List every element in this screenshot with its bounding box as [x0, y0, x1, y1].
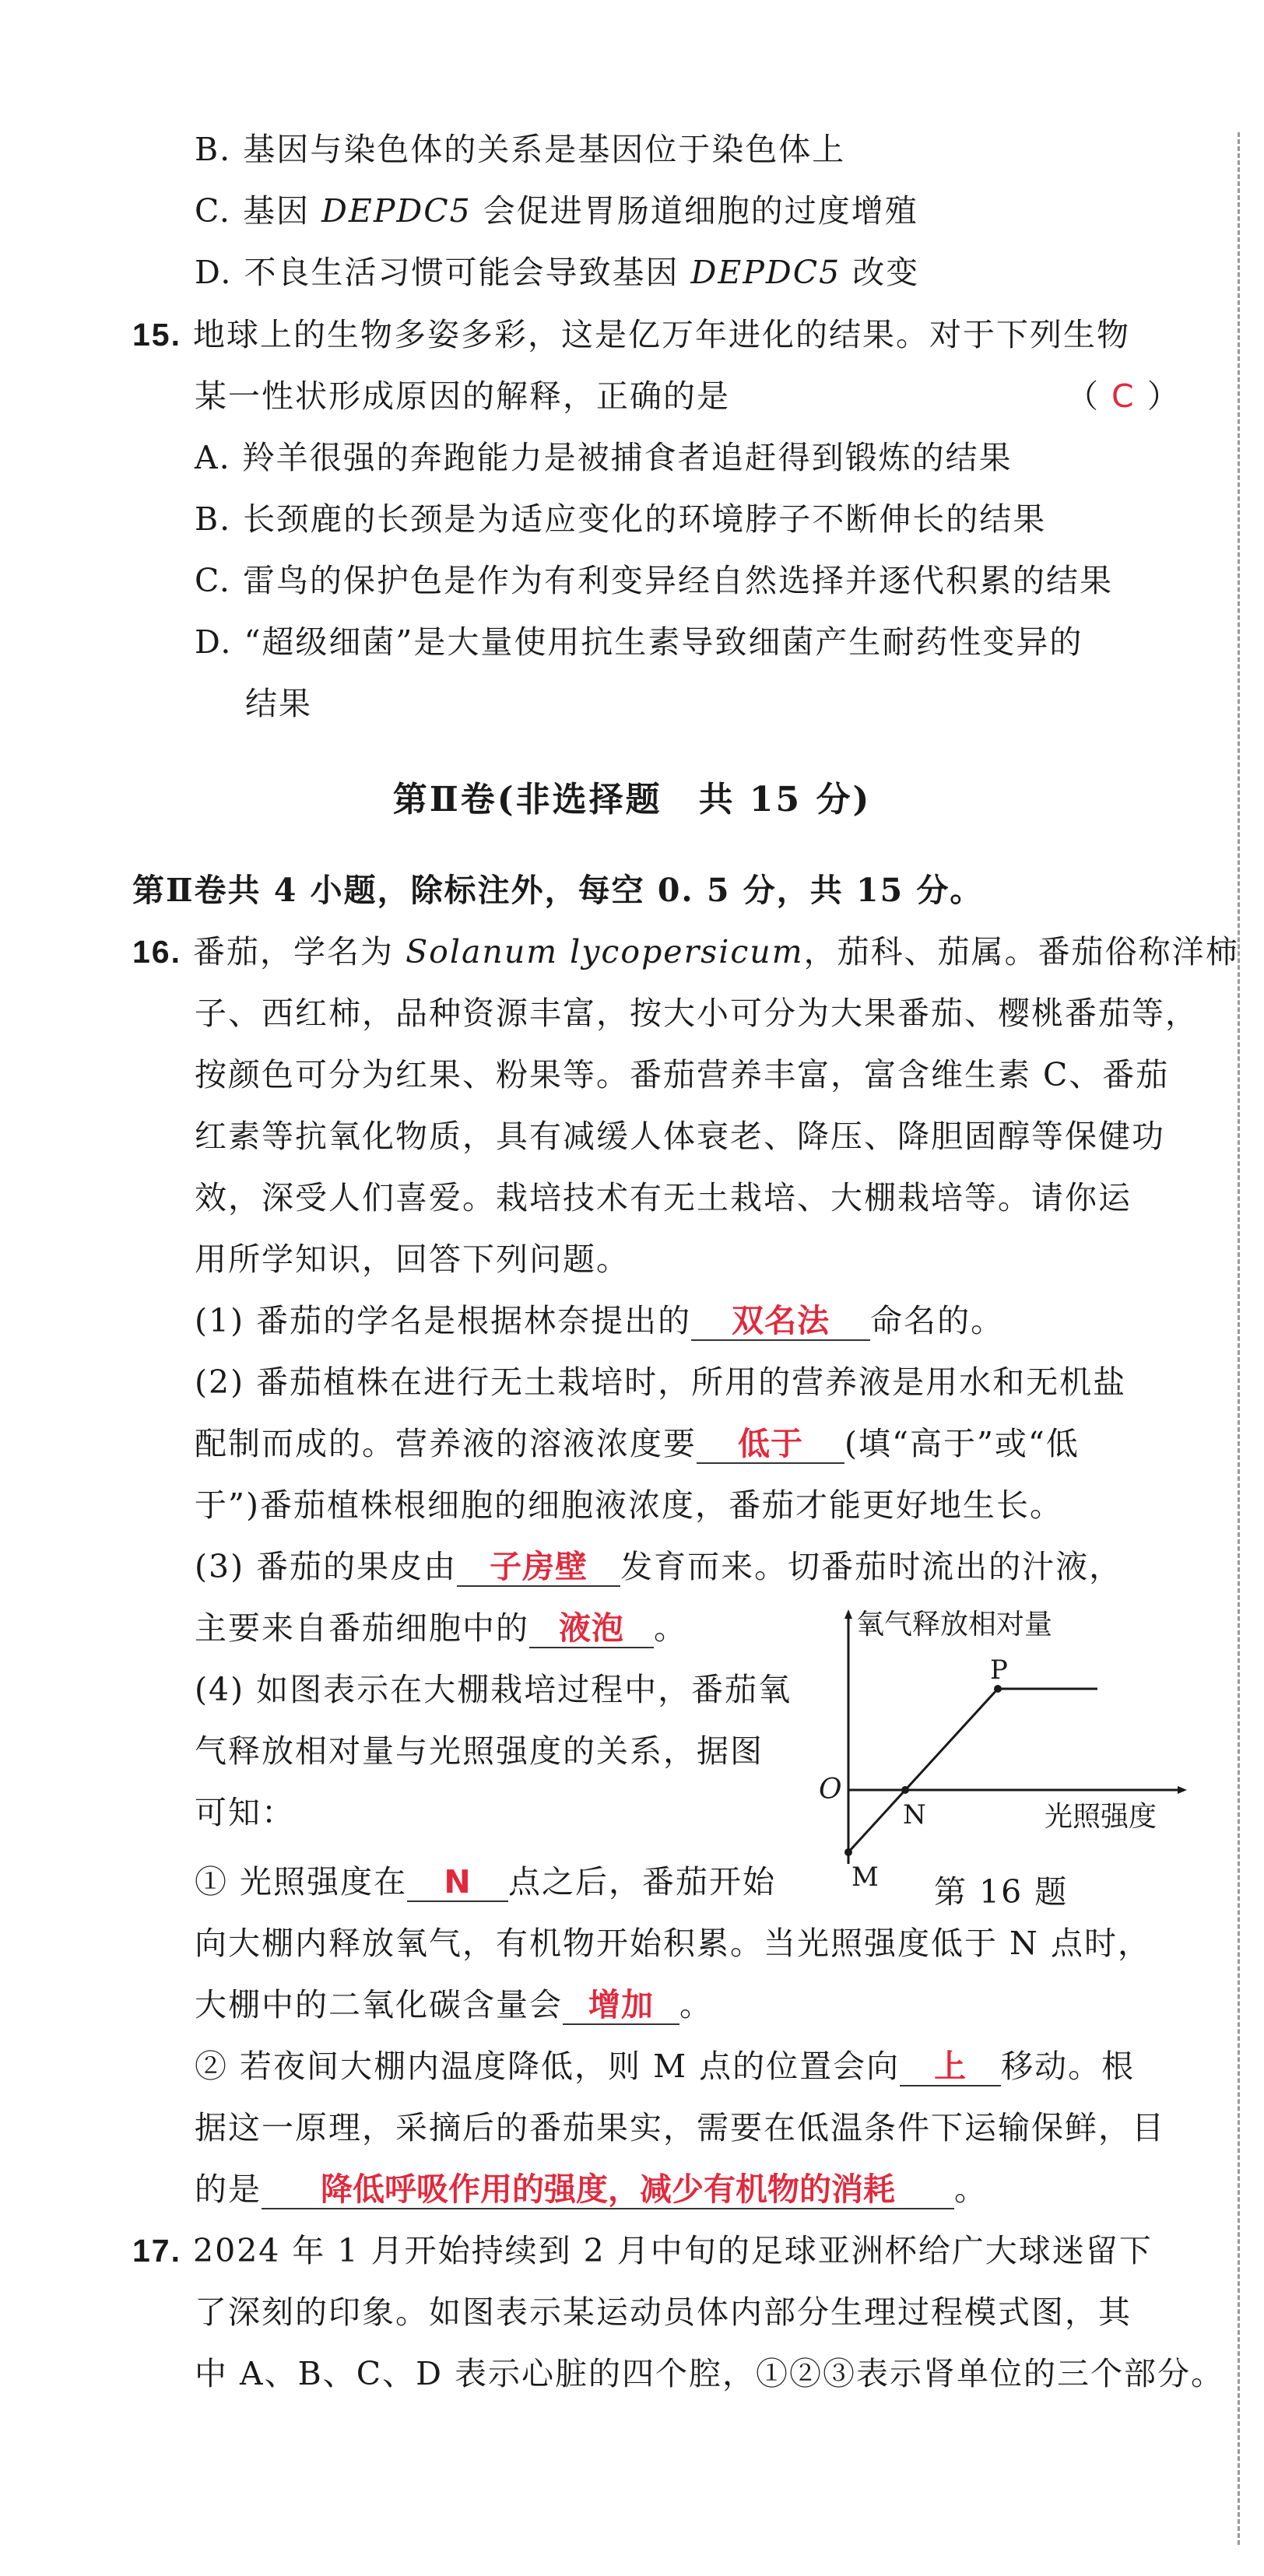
point-m-label: M — [851, 1862, 879, 1893]
q15-option-d-line1: D. “超级细菌”是大量使用抗生素导致细菌产生耐药性变异的 — [195, 623, 1083, 661]
q15-option-a: A. 羚羊很强的奔跑能力是被捕食者追赶得到锻炼的结果 — [195, 439, 1013, 476]
oxygen-light-graph — [817, 1599, 1230, 1895]
answer-blank-8: 降低呼吸作用的强度，减少有机物的消耗 — [262, 2171, 954, 2209]
q16-number: 16. — [132, 934, 181, 970]
margin-dashed-line — [1238, 132, 1240, 2545]
q15-option-c: C. 雷鸟的保护色是作为有利变异经自然选择并逐代积累的结果 — [195, 562, 1113, 599]
point-p-label: P — [990, 1655, 1008, 1686]
q16-c2-line3: 的是 降低呼吸作用的强度，减少有机物的消耗 。 — [195, 2171, 988, 2208]
answer-blank-4: 液泡 — [529, 1609, 654, 1648]
point-p-dot — [994, 1685, 1002, 1693]
q16-para-line5: 效，深受人们喜爱。栽培技术有无土栽培、大棚栽培等。请你运 — [195, 1179, 1132, 1216]
q16-para-line2: 子、西红柿，品种资源丰富，按大小可分为大果番茄、樱桃番茄等， — [195, 995, 1199, 1032]
q16-para-line3: 按颜色可分为红果、粉果等。番茄营养丰富，富含维生素 C、番茄 — [195, 1056, 1170, 1093]
answer-blank-7: 上 — [900, 2048, 1001, 2086]
q15-number: 15. — [132, 317, 181, 353]
q15-stem-line2: 某一性状形成原因的解释，正确的是 — [195, 377, 730, 415]
q16-para-line1: 16. 番茄，学名为 Solanum lycopersicum，茄科、茄属。番茄俗称洋柿 — [132, 933, 1239, 970]
q14-option-b: B. 基因与染色体的关系是基因位于染色体上 — [195, 131, 846, 168]
q15-option-d-line2: 结果 — [245, 685, 312, 722]
q15-option-b: B. 长颈鹿的长颈是为适应变化的环境脖子不断伸长的结果 — [195, 500, 1047, 538]
q16-c1-line2: 向大棚内释放氧气，有机物开始积累。当光照强度低于 N 点时， — [195, 1925, 1151, 1962]
q17-line2: 了深刻的印象。如图表示某运动员体内部分生理过程模式图，其 — [195, 2293, 1132, 2331]
point-m-dot — [844, 1848, 852, 1856]
q16-sub3-line2: 主要来自番茄细胞中的 液泡 。 — [195, 1609, 687, 1647]
q14-option-c: C. 基因 DEPDC5 会促进胃肠道细胞的过度增殖 — [195, 192, 918, 230]
q16-sub1: (1) 番茄的学名是根据林奈提出的 双名法 命名的。 — [195, 1302, 1005, 1339]
answer-blank-2: 低于 — [697, 1425, 844, 1464]
q15-answer: C — [1111, 377, 1136, 415]
y-axis-label: 氧气释放相对量 — [856, 1609, 1053, 1641]
section-note: 第Ⅱ卷共 4 小题，除标注外，每空 0. 5 分，共 15 分。 — [132, 872, 984, 909]
answer-blank-3: 子房壁 — [457, 1548, 620, 1587]
q16-sub4-line3: 可知： — [195, 1794, 295, 1831]
q17-line3: 中 A、B、C、D 表示心脏的四个腔，①②③表示肾单位的三个部分。 — [195, 2355, 1225, 2392]
q16-sub4-line2: 气释放相对量与光照强度的关系，据图 — [195, 1732, 764, 1770]
answer-blank-1: 双名法 — [691, 1302, 870, 1341]
q16-sub2-line3: 于”)番茄植株根细胞的细胞液浓度，番茄才能更好地生长。 — [195, 1486, 1063, 1524]
q15-answer-bracket: （ C ） — [1066, 377, 1181, 415]
q16-c2-line2: 据这一原理，采摘后的番茄果实，需要在低温条件下运输保鲜，目 — [195, 2109, 1165, 2146]
origin-label: O — [819, 1774, 842, 1806]
q16-para-line6: 用所学知识，回答下列问题。 — [195, 1241, 630, 1278]
q16-sub4-line1: (4) 如图表示在大棚栽培过程中，番茄氧 — [195, 1671, 792, 1708]
q17-line1: 17. 2024 年 1 月开始持续到 2 月中旬的足球亚洲杯给广大球迷留下 — [132, 2232, 1153, 2269]
q16-c1-line1: ① 光照强度在 N 点之后，番茄开始 — [195, 1863, 777, 1900]
section-title: 第Ⅱ卷(非选择题 共 15 分) — [392, 780, 872, 819]
q14-option-d: D. 不良生活习惯可能会导致基因 DEPDC5 改变 — [195, 254, 920, 291]
answer-blank-6: 增加 — [563, 1986, 679, 2025]
graph-caption: 第 16 题 — [934, 1873, 1069, 1911]
q16-para-line4: 红素等抗氧化物质，具有减缓人体衰老、降压、降胆固醇等保健功 — [195, 1118, 1165, 1155]
q15-stem-line1: 15. 地球上的生物多姿多彩，这是亿万年进化的结果。对于下列生物 — [132, 316, 1131, 353]
q16-c1-line3: 大棚中的二氧化碳含量会 增加 。 — [195, 1986, 713, 2023]
x-axis-label: 光照强度 — [1045, 1801, 1157, 1833]
point-n-label: N — [903, 1799, 926, 1830]
point-n-dot — [901, 1786, 909, 1794]
q17-number: 17. — [132, 2233, 181, 2269]
q16-c2-line1: ② 若夜间大棚内温度降低，则 M 点的位置会向 上 移动。根 — [195, 2048, 1136, 2085]
answer-blank-5: N — [407, 1863, 508, 1902]
q16-sub3-line1: (3) 番茄的果皮由 子房壁 发育而来。切番茄时流出的汁液， — [195, 1548, 1123, 1585]
q16-sub2-line1: (2) 番茄植株在进行无土栽培时，所用的营养液是用水和无机盐 — [195, 1363, 1127, 1401]
q16-sub2-line2: 配制而成的。营养液的溶液浓度要 低于 (填“高于”或“低 — [195, 1425, 1080, 1462]
